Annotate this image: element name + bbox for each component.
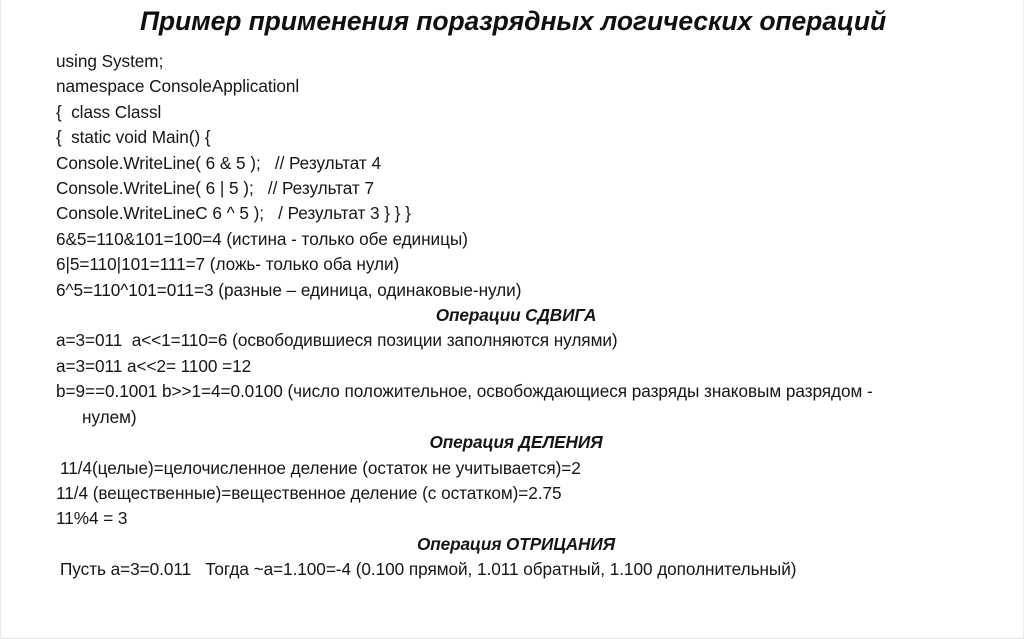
slide-body [56,49,981,583]
code-line: { static void Main() { [56,127,211,148]
section-heading: Операции СДВИГА [435,305,597,326]
body-line: 6|5=110|101=111=7 (ложь- только оба нули) [56,254,400,275]
code-line: Console.WriteLine( 6 & 5 ); // Результат 4 [56,152,381,173]
code-line: using System; [56,51,164,71]
code-line: Console.WriteLineC 6 ^ 5 ); / Результат 3 } } } [56,203,411,224]
body-line: 6^5=110^101=011=3 (разные – единица, одинаковые-нули) [56,279,522,300]
code-line: Console.WriteLine( 6 | 5 ); // Результат 7 [56,178,374,199]
body-line: a=3=011 a<<1=110=6 (освободившиеся позиции заполняются нулями) [56,330,618,351]
section-heading: Операция ОТРИЦАНИЯ [416,533,616,554]
body-line: 6&5=110&101=100=4 (истина - только обе единицы) [56,228,468,249]
body-line: 11/4(целые)=целочисленное деление (остаток не учитывается)=2 [60,457,581,478]
body-line: 11%4 = 3 [56,508,128,529]
wrapped-line-continuation: нулем) [82,406,137,427]
code-line: { class Classl [56,101,162,122]
code-line: namespace ConsoleApplicationl [56,76,300,97]
section-heading: Операция ДЕЛЕНИЯ [429,432,603,453]
body-line: b=9==0.1001 b>>1=4=0.0100 (число положительное, освобождающиеся разряды знаковым разрядом - [56,381,873,402]
body-line: 11/4 (вещественные)=вещественное деление (с остатком)=2.75 [56,482,562,503]
body-line: Пусть a=3=0.011 Тогда ~a=1.100=-4 (0.100 прямой, 1.011 обратный, 1.100 дополнительный) [60,559,797,580]
page-title: Пример применения поразрядных логических операций [139,6,887,36]
body-line: a=3=011 a<<2= 1100 =12 [56,355,252,376]
